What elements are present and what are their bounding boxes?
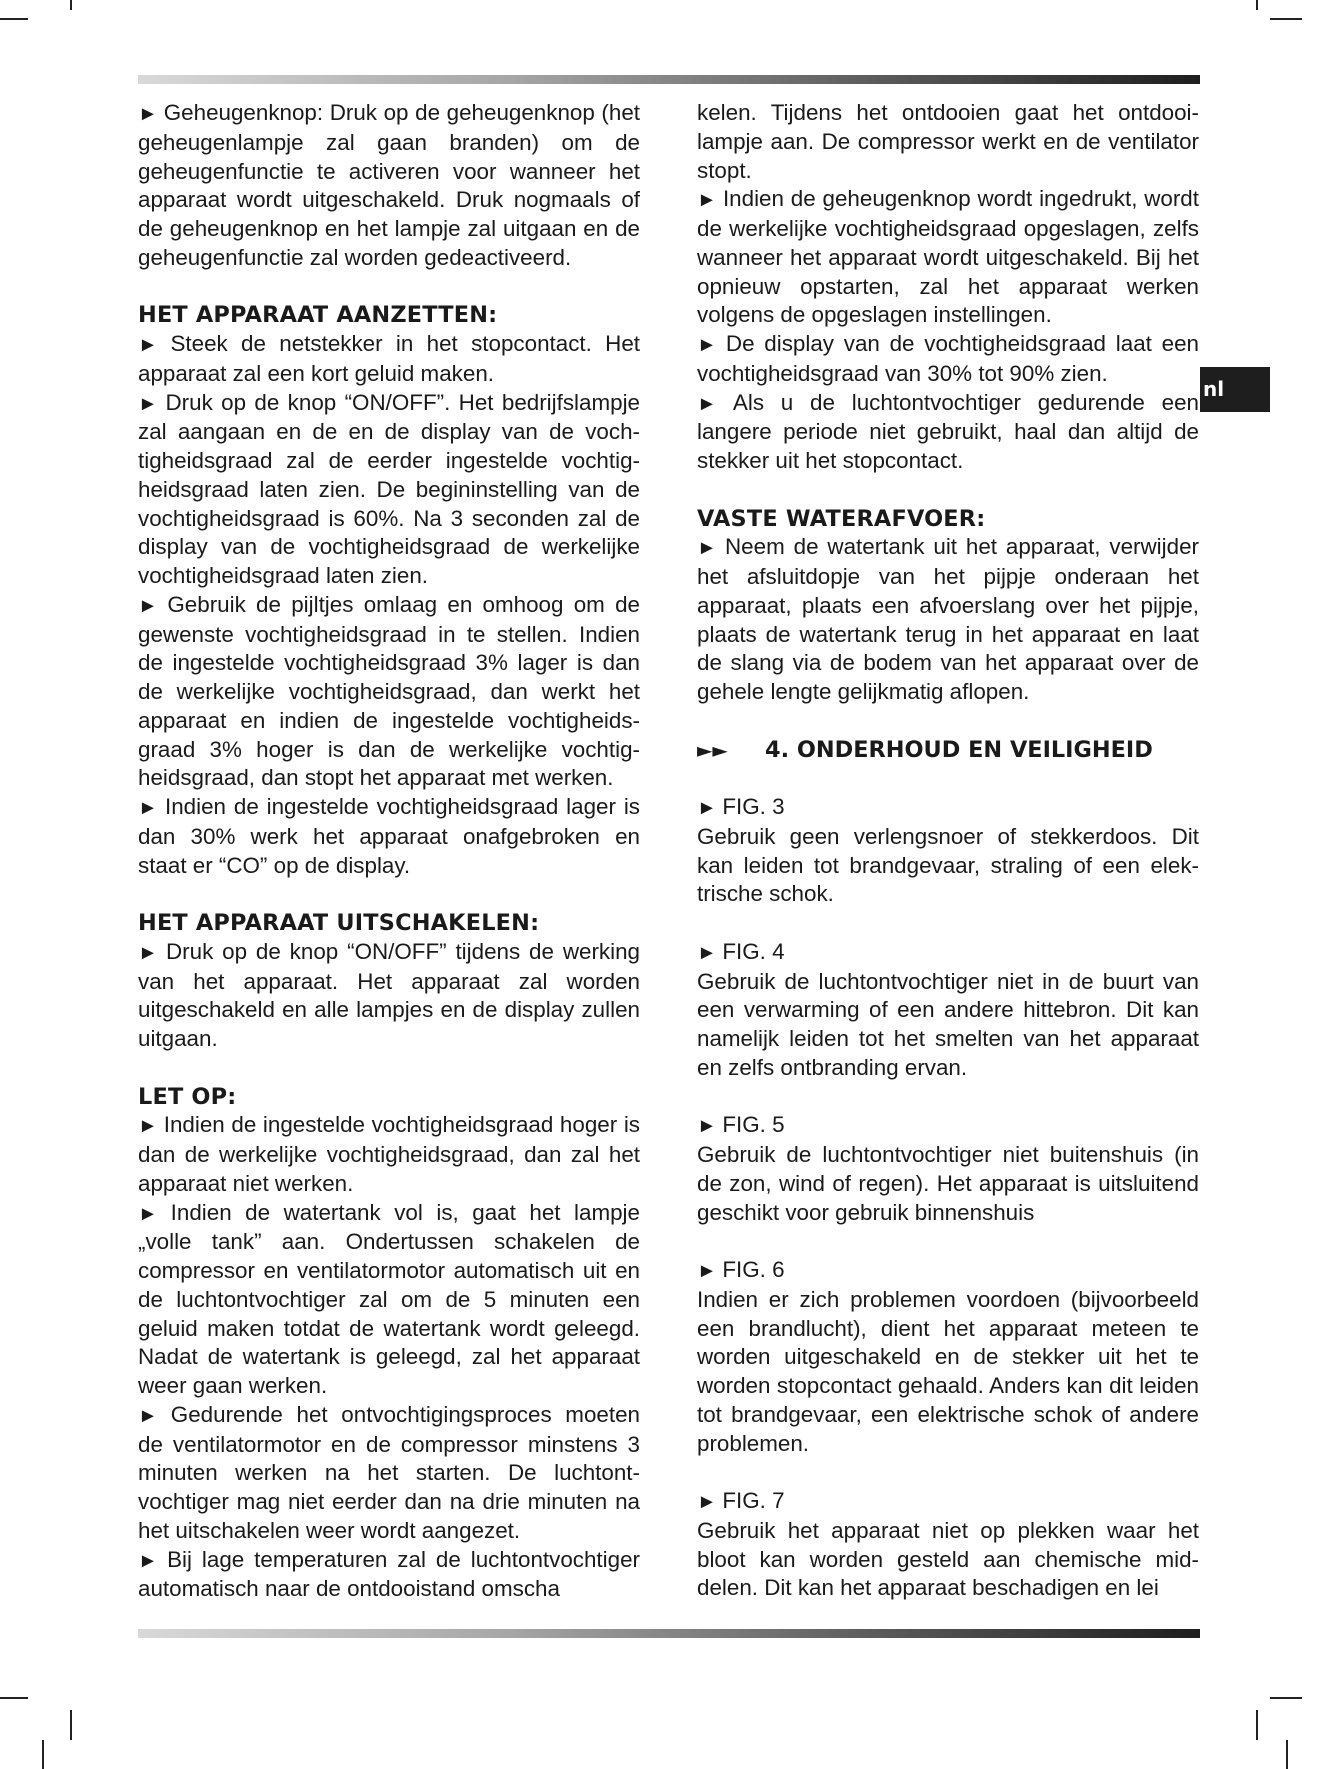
crop-mark [0,18,28,20]
arrow-bullet-icon: ► [138,1202,171,1225]
crop-mark [1270,1697,1302,1699]
body-paragraph: Gebruik het apparaat niet op plekken waar het bloot kan worden gesteld aan chemische middelen. Dit kan het apparaat beschadigen en lei [697,1517,1199,1601]
bullet-text: Neem de watertank uit het apparaat, verwijder het afsluitdopje van het pijpje onderaan het apparaat, plaats een afvoerslang over het pijpje, plaats de watertank terug in het apparaat en laat de slang via de bodem van het apparaat over de gehele lengte gelijkmatig aflopen. [697,534,1199,704]
section-heading: HET APPARAAT UITSCHAKELEN: [138,910,540,936]
arrow-bullet-icon: ► [697,189,723,212]
arrow-bullet-icon: ► [697,334,726,356]
bullet-text: Steek de netstekker in het stopcontact. Het apparaat zal een kort geluid maken. [138,331,640,386]
bullet-text: Gedurende het ontvochtigingsproces moeten de ventilatormotor en de compressor minstens 3 minuten werken na het starten. De luchtontvochtiger mag niet eerder dan na drie minuten na het uitschakelen weer wordt aangezet. [138,1401,640,1543]
body-paragraph: kelen. Tijdens het ontdooien gaat het ontdooilampje aan. De compressor werkt en de ventilator stopt. [697,100,1199,183]
bullet-paragraph [138,99,640,273]
bullet-paragraph [697,1256,1199,1286]
paragraph-gap [697,1227,1199,1256]
arrow-bullet-icon: ► [138,392,166,415]
section-heading: LET OP: [138,1083,237,1110]
bullet-text: FIG. 4 [722,938,785,964]
body-paragraph: Indien er zich problemen voordoen (bijvoorbeeld een brandlucht), dient het apparaat meteen te worden uitgeschakeld en de stekker uit het te worden stopcontact gehaald. Anders kan dit leiden tot brandgevaar, een elektrische schok of andere problemen. [697,1286,1199,1456]
bullet-paragraph [138,591,640,793]
arrow-bullet-icon: ► [697,797,723,819]
crop-mark [1270,18,1302,20]
bullet-paragraph [138,330,640,389]
arrow-bullet-icon: ► [138,1115,164,1138]
language-tab: nl [1200,367,1270,412]
arrow-bullet-icon: ► [138,594,168,617]
crop-mark [1256,1710,1258,1740]
bullet-text: Indien de ingestelde vochtigheidsgraad lager is dan 30% werk het apparaat onafgebroken en staat er “CO” op de display. [138,794,640,878]
bullet-paragraph [697,793,1199,823]
bullet-text: FIG. 6 [722,1257,785,1282]
paragraph-gap [138,273,640,302]
bullet-paragraph [697,938,1199,968]
arrow-bullet-icon: ► [697,1260,723,1282]
bullet-text: Gebruik de pijltjes omlaag en omhoog om de gewenste vochtigheidsgraad in te stellen. Indien de ingestelde vochtigheidsgraad 3% lager is dan de werkelijke vochtigheidsgraad, dan werkt het apparaat en indien de ingestelde vochtigheidsgraad 3% hoger is dan de werkelijke vochtigheidsgraad, dan stopt het apparaat met werken. [138,591,640,791]
crop-mark [70,0,72,10]
bullet-paragraph [138,938,640,1054]
bullet-text: FIG. 5 [722,1112,785,1138]
crop-mark [1256,0,1258,10]
bullet-paragraph [138,1546,640,1605]
left-column [138,99,640,1604]
bullet-text: FIG. 7 [722,1488,785,1513]
crop-mark [42,1740,44,1769]
crop-mark [1286,1740,1288,1769]
bullet-text: Indien de ingestelde vochtigheidsgraad hoger is dan de werkelijke vochtigheidsgraad, dan zal het apparaat niet werken. [138,1112,640,1196]
chapter-heading [697,736,1199,765]
arrow-bullet-icon: ► [697,1491,723,1513]
crop-mark [70,1710,72,1740]
bullet-text: Geheugenknop: Druk op de geheugenknop (het geheugenlampje zal gaan branden) om de geheugenfunctie te activeren voor wanneer het apparaat wordt uitgeschakeld. Druk nogmaals of de geheugenknop en het lampje zal uitgaan en de geheugenfunctie zal worden gedeactiveerd. [138,100,640,270]
bullet-paragraph [697,330,1199,389]
bullet-text: Druk op de knop “ON/OFF” tijdens de werking van het apparaat. Het apparaat zal worden uitgeschakeld en alle lampjes en de display zullen uitgaan. [138,938,640,1051]
arrow-bullet-icon: ► [138,334,171,356]
bullet-paragraph [697,185,1199,330]
section-heading: VASTE WATERAFVOER: [697,505,986,532]
arrow-bullet-icon: ► [697,537,726,560]
bullet-paragraph [697,533,1199,707]
bullet-paragraph [697,1111,1199,1141]
chapter-heading-text: 4. ONDERHOUD EN VEILIGHEID [765,736,1153,763]
paragraph-gap [697,476,1199,505]
bullet-paragraph [697,1487,1199,1517]
paragraph-gap [138,1054,640,1083]
paragraph-gap [697,1458,1199,1487]
section-heading: HET APPARAAT AANZETTEN: [138,302,498,329]
paragraph-gap [697,764,1199,793]
arrow-bullet-icon: ► [697,392,733,415]
bullet-text: De display van de vochtigheidsgraad laat een vochtigheidsgraad van 30% tot 90% zien. [697,331,1199,386]
top-rule [138,75,1200,84]
arrow-bullet-icon: ► [697,1115,723,1138]
crop-mark [0,1697,28,1699]
arrow-bullet-icon: ► [138,103,164,125]
arrow-bullet-icon: ► [138,941,166,964]
bullet-paragraph [138,1199,640,1401]
bullet-paragraph [138,389,640,591]
bullet-paragraph [138,1401,640,1546]
arrow-bullet-icon: ► [138,1549,168,1572]
bullet-paragraph [138,1111,640,1198]
paragraph-gap [697,707,1199,736]
bottom-rule [138,1629,1200,1638]
bullet-text: Als u de luchtontvochtiger gedurende een langere periode niet gebruikt, haal dan altijd de stekker uit het stopcontact. [697,389,1199,473]
double-arrow-icon: ►► [697,737,728,762]
arrow-bullet-icon: ► [138,797,165,819]
bullet-text: Indien de watertank vol is, gaat het lampje „volle tank” aan. Ondertussen schakelen de compressor en ventilatormotor automatisch uit en de luchtontvochtiger zal om de 5 minuten een geluid maken totdat de watertank wordt geleegd. Nadat de watertank is geleegd, zal het apparaat weer gaan werken. [138,1199,640,1398]
bullet-paragraph [697,389,1199,476]
bullet-text: FIG. 3 [722,794,785,819]
bullet-text: Druk op de knop “ON/OFF”. Het bedrijfslampje zal aangaan en de en de display van de vochtigheidsgraad zal de eerder ingestelde vochtigheidsgraad laten zien. De begininstelling van de vochtigheidsgraad is 60%. Na 3 seconden zal de display van de vochtigheidsgraad de werkelijke vochtigheidsgraad laten zien. [138,389,640,588]
body-paragraph: Gebruik de luchtontvochtiger niet in de buurt van een verwarming of een andere hittebron. Dit kan namelijk leiden tot het smelten van het apparaat en zelfs ontbranding ervan. [697,968,1199,1080]
right-column [697,99,1199,1603]
bullet-text: Bij lage temperaturen zal de luchtontvochtiger automatisch naar de ontdooistand omscha [138,1546,640,1602]
bullet-text: Indien de geheugenknop wordt ingedrukt, wordt de werkelijke vochtigheidsgraad opgeslagen, zelfs wanneer het apparaat wordt uitgeschakeld. Bij het opnieuw opstarten, zal het apparaat werken volgens de opgeslagen instellingen. [697,186,1199,328]
body-paragraph: Gebruik geen verlengsnoer of stekkerdoos. Dit kan leiden tot brandgevaar, straling of een elektrische schok. [697,823,1199,907]
arrow-bullet-icon: ► [697,941,723,964]
paragraph-gap [138,880,640,909]
body-paragraph: Gebruik de luchtontvochtiger niet buitenshuis (in de zon, wind of regen). Het apparaat is uitsluitend geschikt voor gebruik binnenshuis [697,1142,1199,1225]
paragraph-gap [697,909,1199,938]
bullet-paragraph [138,793,640,880]
paragraph-gap [697,1083,1199,1112]
arrow-bullet-icon: ► [138,1404,171,1427]
